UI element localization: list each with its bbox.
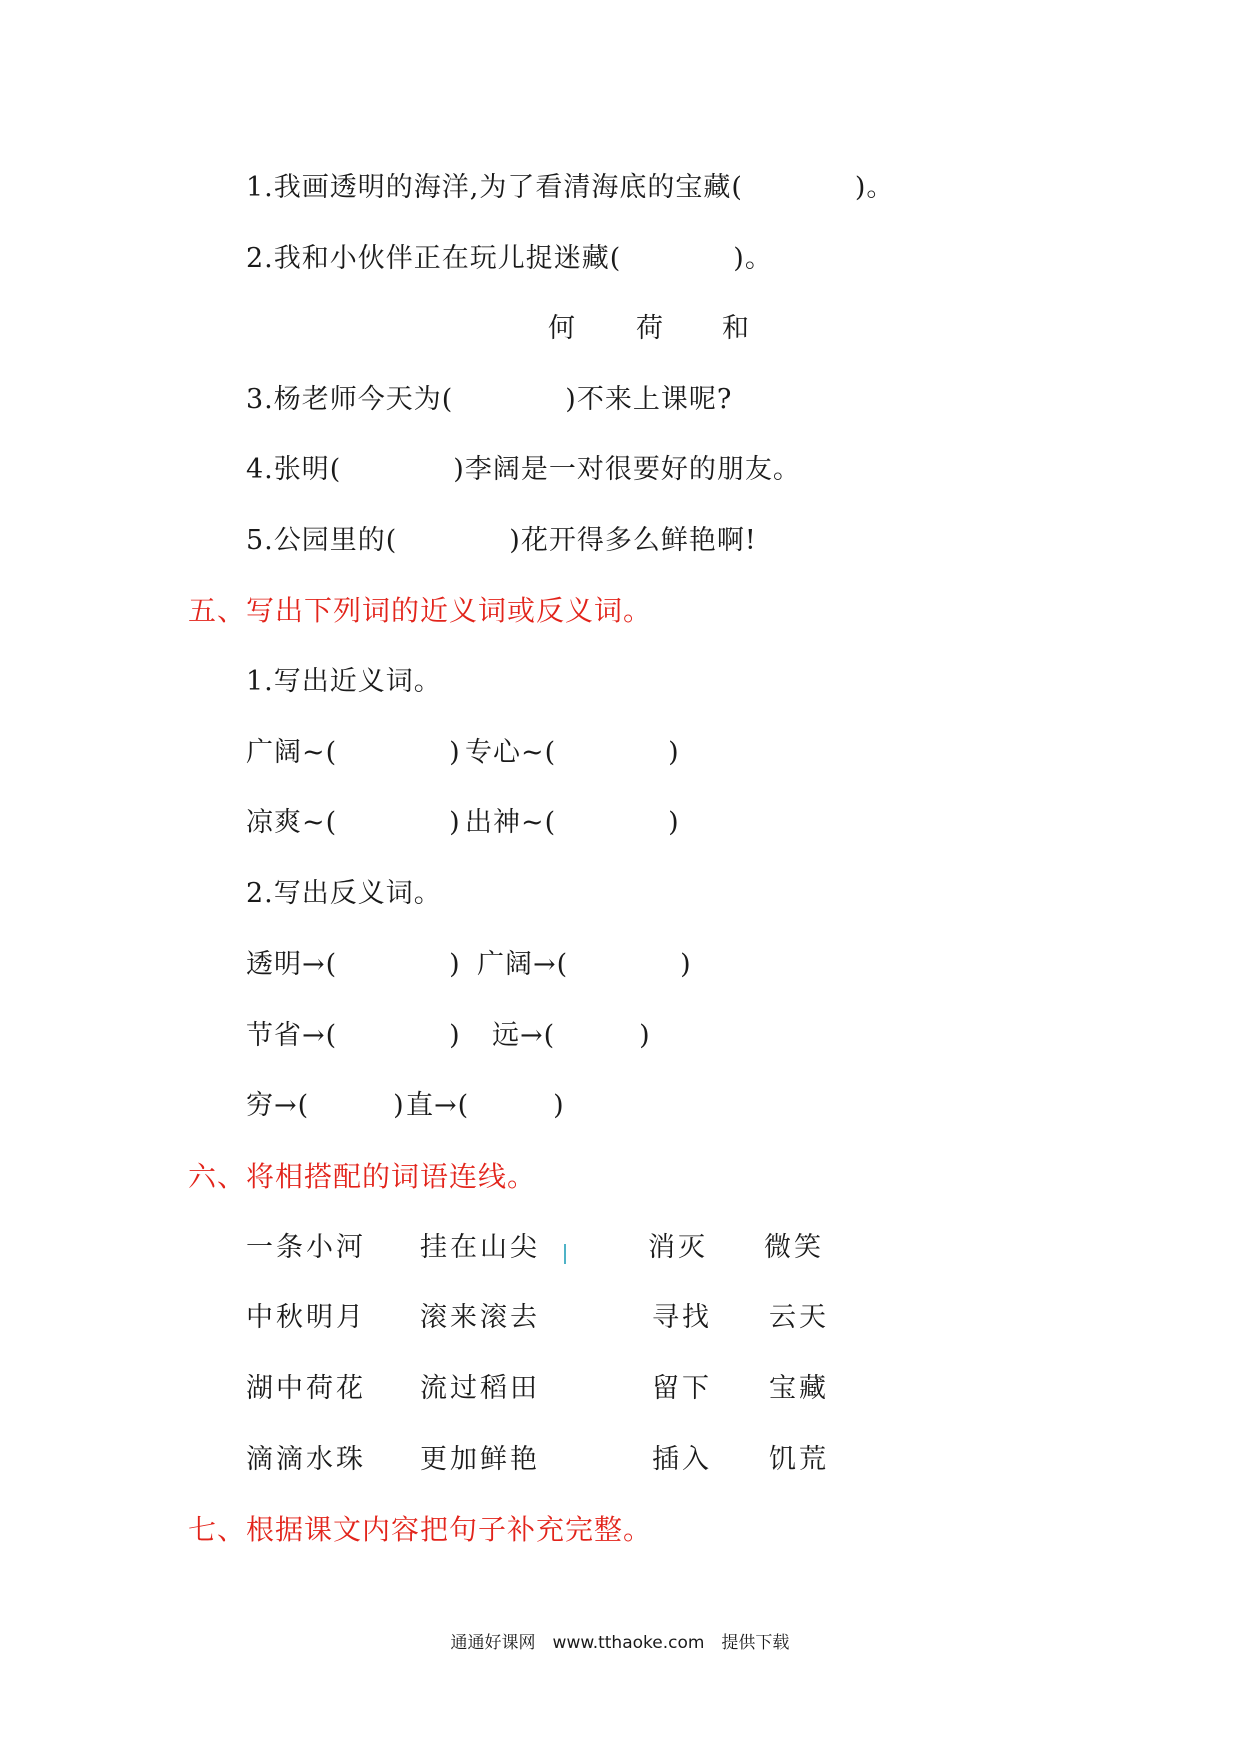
text-cursor-mark (564, 1244, 566, 1264)
synonym-item: 专心~( ) (465, 737, 680, 768)
match-col4-item: 云天 (769, 1302, 829, 1333)
question-5: 5.公园里的( )花开得多么鲜艳啊! (246, 525, 757, 556)
synonym-item: 出神~( ) (465, 807, 680, 838)
question-4: 4.张明( )李阔是一对很要好的朋友。 (246, 454, 801, 485)
synonym-item: 广阔~( ) (246, 737, 461, 768)
match-col3-item: 寻找 (652, 1302, 712, 1333)
antonym-item: 远→( ) (492, 1020, 651, 1051)
match-col3-item: 插入 (652, 1444, 712, 1475)
match-col3-item: 消灭 (648, 1232, 708, 1263)
match-col2-item: 更加鲜艳 (420, 1444, 540, 1475)
question-2: 2.我和小伙伴正在玩儿捉迷藏( )。 (246, 243, 773, 274)
match-col2-item: 滚来滚去 (420, 1302, 540, 1333)
antonym-item: 节省→( ) (246, 1020, 461, 1051)
match-col2-item: 挂在山尖 (420, 1232, 540, 1263)
antonym-item: 穷→( ) (246, 1090, 405, 1121)
antonym-item: 透明→( ) (246, 949, 461, 980)
match-col4-item: 宝藏 (769, 1373, 829, 1404)
synonym-item: 凉爽~( ) (246, 807, 461, 838)
choice-he-2: 荷 (636, 313, 664, 344)
match-col1-item: 湖中荷花 (246, 1373, 366, 1404)
antonym-subtitle: 2.写出反义词。 (246, 878, 442, 909)
match-col1-item: 一条小河 (246, 1232, 366, 1263)
antonym-item: 广阔→( ) (477, 949, 692, 980)
section-6-title: 六、将相搭配的词语连线。 (188, 1160, 537, 1193)
match-col2-item: 流过稻田 (420, 1373, 540, 1404)
match-col3-item: 留下 (652, 1373, 712, 1404)
choice-he-1: 何 (548, 313, 576, 344)
synonym-subtitle: 1.写出近义词。 (246, 666, 442, 697)
question-3: 3.杨老师今天为( )不来上课呢? (246, 384, 733, 415)
section-5-title: 五、写出下列词的近义词或反义词。 (188, 594, 653, 627)
match-col1-item: 中秋明月 (246, 1302, 366, 1333)
footer-credit: 通通好课网 www.tthaoke.com 提供下载 (450, 1633, 790, 1653)
choice-he-3: 和 (722, 313, 750, 344)
section-7-title: 七、根据课文内容把句子补充完整。 (188, 1513, 653, 1546)
antonym-item: 直→( ) (406, 1090, 565, 1121)
match-col4-item: 微笑 (764, 1232, 824, 1263)
question-1: 1.我画透明的海洋,为了看清海底的宝藏( )。 (246, 172, 895, 203)
match-col4-item: 饥荒 (769, 1444, 829, 1475)
match-col1-item: 滴滴水珠 (246, 1444, 366, 1475)
